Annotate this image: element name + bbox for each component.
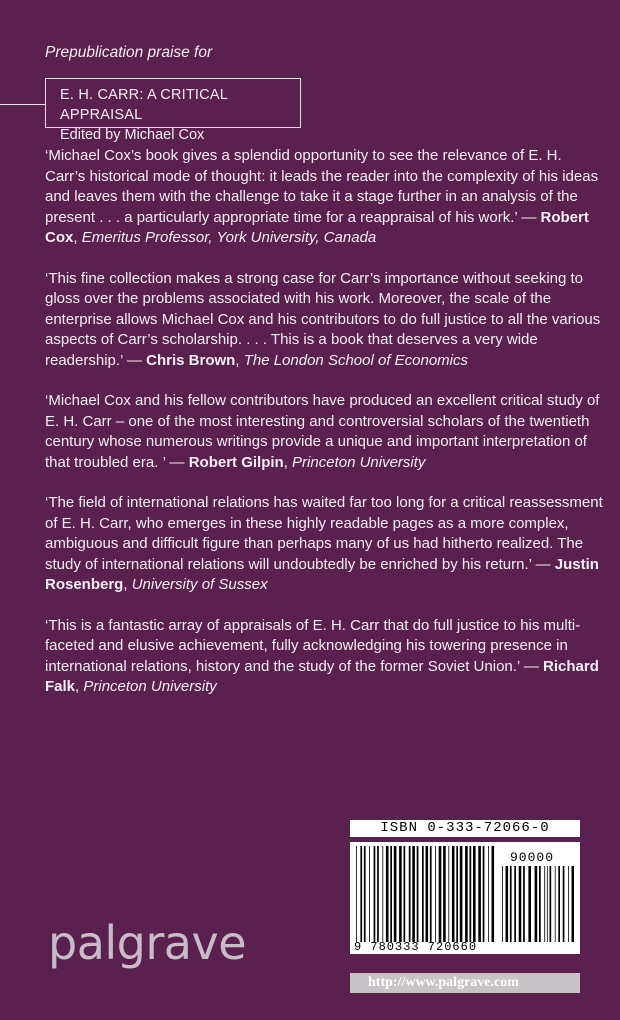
barcode [350,842,580,954]
barcode-addon-number: 90000 [510,850,555,865]
publisher-logo: palgrave [48,916,246,970]
quote-author: Robert Gilpin [188,453,284,471]
quote-3: ‘Michael Cox and his fellow contributors have produced an excellent critical study of E. H. Carr – one of the most interesting and controversial scholars of the twentieth century whose numerous writings provide a unique and important interpretation of that troubled era. ’ — Robert Gilpin, Princeton University [45,392,600,471]
quote-author: Richard Falk [45,657,599,695]
book-title: E. H. CARR: A CRITICAL APPRAISAL [60,87,228,123]
quote-affiliation: University of Sussex [131,576,268,593]
quote-author: Justin Rosenberg [45,555,599,593]
quote-affiliation: Princeton University [292,453,426,471]
barcode-bars [356,846,496,942]
barcode-ean-number: 9 780333 720660 [354,940,478,954]
book-title-box [45,78,301,143]
quote-text: ‘This is a fantastic array of appraisals of E. H. Carr that do full justice to his multi-faceted and elusive achievement, fully acknowledging his towering presence in international relations, history and the study of the former Soviet Union.’ — [45,616,581,675]
quote-author: Robert Cox [45,208,589,246]
title-rule [0,104,45,105]
quote-affiliation: The London School of Economics [243,351,469,369]
barcode-area [350,820,580,970]
quote-text: ‘Michael Cox and his fellow contributors have produced an excellent critical study of E. H. Carr – one of the most interesting and controversial scholars of the twentieth century whose numerous writings provide a unique and important interpretation of that troubled era. ’ — [45,392,600,471]
quote-affiliation: Princeton University [83,678,217,695]
quote-4: ‘The field of international relations has waited far too long for a critical reassessment of E. H. Carr, who emerges in these highly readable pages as a more complex, ambiguous and difficult figure than perhaps many of us had hitherto realized. The study of international relations will undoubtedly be enriched by his return.’ — Justin Rosenberg, University of Sussex [45,494,603,593]
intro-heading: Prepublication praise for [45,44,213,61]
praise-quotes [45,146,605,718]
isbn-label: ISBN 0-333-72066-0 [350,820,580,837]
quote-text: ‘Michael Cox’s book gives a splendid opportunity to see the relevance of E. H. Carr’s historical mode of thought: it leads the reader into the complexity of his ideas and leaves them with the challenge to take it a stage further in an analysis of the present . . . a particularly appropriate time for a reappraisal of his work.’ — [45,147,599,226]
quote-2: ‘This fine collection makes a strong case for Carr’s importance without seeking to gloss over the problems associated with his work. Moreover, the scale of the enterprise allows Michael Cox and his contributors to do full justice to all the various aspects of Carr’s scholarship. . . . This is a book that deserves a very wide readership.’ — Chris Brown, The London School of Economics [45,269,601,369]
quote-1: ‘Michael Cox’s book gives a splendid opportunity to see the relevance of E. H. Carr’s historical mode of thought: it leads the reader into the complexity of his ideas and leaves them with the challenge to take it a stage further in an analysis of the present . . . a particularly appropriate time for a reappraisal of his work.’ — Robert Cox, Emeritus Professor, York University, Canada [45,147,599,246]
quote-text: ‘This fine collection makes a strong case for Carr’s importance without seeking to gloss over the problems associated with his work. Moreover, the scale of the enterprise allows Michael Cox and his contributors to do full justice to all the various aspects of Carr’s scholarship. . . . This is a book that deserves a very wide readership.’ — [45,269,601,369]
website-url[interactable]: http://www.palgrave.com [350,973,580,993]
book-editor: Edited by Michael Cox [60,127,205,143]
quote-affiliation: Emeritus Professor, York University, Canada [81,229,377,246]
quote-text: ‘The field of international relations has waited far too long for a critical reassessment of E. H. Carr, who emerges in these highly readable pages as a more complex, ambiguous and difficult figure than perhaps many of us had hitherto realized. The study of international relations will undoubtedly be enriched by his return.’ — [45,494,603,573]
quote-author: Chris Brown [146,351,236,369]
quote-5: ‘This is a fantastic array of appraisals of E. H. Carr that do full justice to his multi-faceted and elusive achievement, fully acknowledging his towering presence in international relations, history and the study of the former Soviet Union.’ — Richard Falk, Princeton University [45,616,599,695]
barcode-addon-bars [502,866,574,942]
